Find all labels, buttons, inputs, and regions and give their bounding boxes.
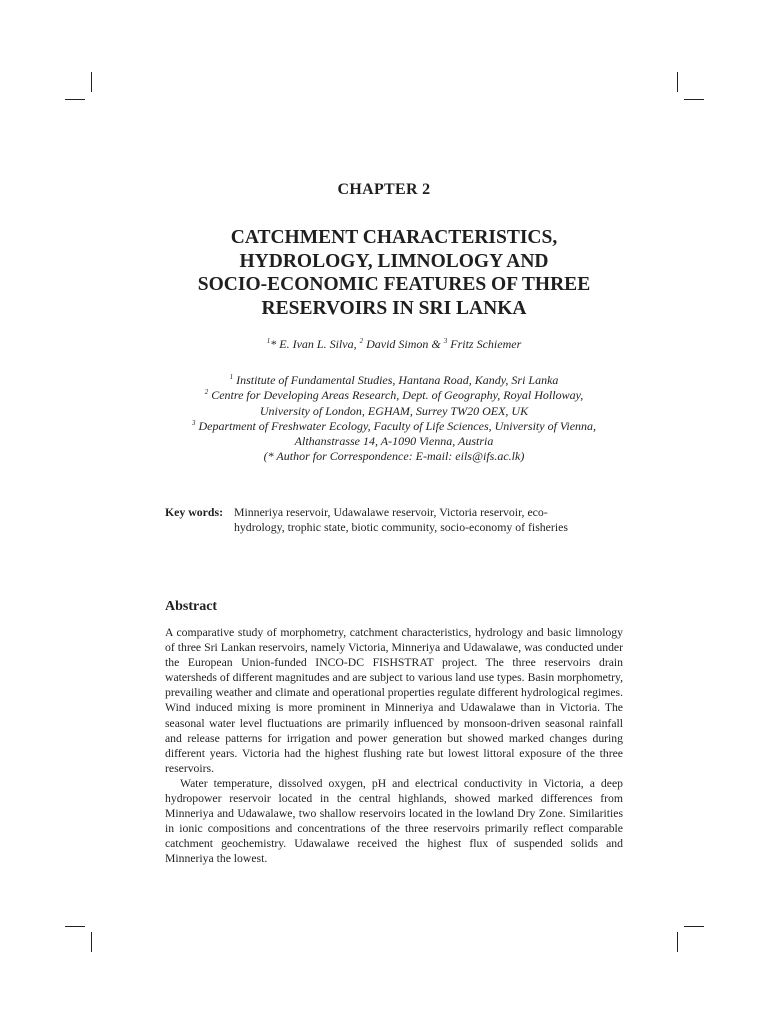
keywords-line: Minneriya reservoir, Udawalawe reservoir, Victoria reservoir, eco-	[234, 505, 548, 519]
crop-mark-top-left-horizontal	[65, 99, 85, 100]
affiliation-sup: 1	[229, 373, 234, 381]
affiliation-line: University of London, EGHAM, Surrey TW20 OEX, UK	[259, 403, 529, 418]
chapter-title	[150, 226, 638, 320]
author-2: David Simon &	[363, 337, 444, 351]
crop-mark-top-right-vertical	[677, 72, 678, 92]
abstract-heading: Abstract	[165, 599, 218, 614]
affiliation-line: Althanstrasse 14, A-1090 Vienna, Austria	[294, 434, 494, 449]
keywords-label: Key words:	[165, 505, 223, 519]
affiliation-sup: 3	[191, 418, 196, 427]
author-3: Fritz Schiemer	[447, 337, 522, 351]
keywords-line: hydrology, trophic state, biotic community, socio-economy of fisheries	[234, 520, 568, 534]
affiliation-line	[0, 373, 768, 388]
affiliation-text: Centre for Developing Areas Research, Dept. of Geography, Royal Holloway,	[208, 388, 584, 403]
title-line: HYDROLOGY, LIMNOLOGY AND	[239, 250, 549, 272]
affiliation-text: Institute of Fundamental Studies, Hantana Road, Kandy, Sri Lanka	[233, 373, 559, 387]
affiliations	[0, 373, 768, 465]
author-list	[0, 337, 768, 352]
author-1: * E. Ivan L. Silva,	[270, 337, 360, 351]
crop-mark-bottom-left-vertical	[91, 932, 92, 952]
author-sup-2: 2	[359, 337, 364, 345]
crop-mark-bottom-right-vertical	[677, 932, 678, 952]
author-sup-1: 1	[266, 337, 271, 345]
affiliation-text: Department of Freshwater Ecology, Faculty of Life Sciences, University of Vienna,	[195, 418, 597, 433]
crop-mark-bottom-left-horizontal	[65, 926, 85, 927]
affiliation-line	[0, 388, 768, 403]
affiliation-sup: 2	[204, 388, 209, 397]
title-line: CATCHMENT CHARACTERISTICS,	[230, 227, 558, 248]
title-line: RESERVOIRS IN SRI LANKA	[261, 297, 527, 319]
crop-mark-top-left-vertical	[91, 72, 92, 92]
keywords-text	[234, 505, 634, 535]
title-line: SOCIO-ECONOMIC FEATURES OF THREE	[197, 274, 591, 295]
crop-mark-bottom-right-horizontal	[684, 926, 704, 927]
author-sup-3: 3	[443, 337, 448, 345]
crop-mark-top-right-horizontal	[684, 99, 704, 100]
abstract-body	[165, 625, 623, 867]
correspondence-line: (* Author for Correspondence: E-mail: eils@ifs.ac.lk)	[263, 449, 525, 464]
abstract-paragraph: A comparative study of morphometry, catchment characteristics, hydrology and basic limnology of three Sri Lankan reservoirs, namely Victoria, Minneriya and Udawalawe, was conducted under the European Union-funded INCO-DC FISHSTRAT project. The three reservoirs drain watersheds of different magnitudes and are subject to various land use types. Basin morphometry, prevailing weather and climate and operational properties regulate different hydrological regimes. Wind induced mixing is more prominent in Minneriya and Udawalawe than in Victoria. The seasonal water level fluctuations are primarily influenced by monsoon-driven seasonal rainfall and release patterns for irrigation and power generation but showed marked changes during different years. Victoria had the highest flushing rate but lowest littoral exposure of the three reservoirs.	[165, 626, 623, 775]
abstract-paragraph: Water temperature, dissolved oxygen, pH and electrical conductivity in Victoria, a deep hydropower reservoir located in the central highlands, showed marked differences from Minneriya and Udawalawe, two shallow reservoirs located in the lowland Dry Zone. Similarities in ionic compositions and concentrations of the three reservoirs primarily reflect comparable catchment geochemistry. Udawalawe received the highest flux of suspended solids and Minneriya the lowest.	[165, 776, 623, 866]
chapter-label: CHAPTER 2	[337, 181, 431, 198]
affiliation-line	[0, 419, 768, 434]
